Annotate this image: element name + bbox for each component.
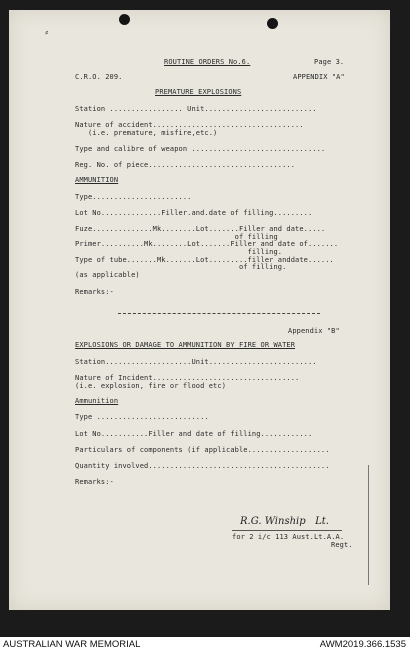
ammo-b-line-lot: Lot No...........Filler and date of filling............ [75,430,313,438]
form-line-weapon: Type and calibre of weapon ............................... [75,145,326,153]
ammo-line-tube: Type of tube.......Mk.......Lot.........filler anddate...... [75,256,334,264]
form-line-nature: Nature of accident................................... [75,121,304,129]
form-line-nature-note: (i.e. premature, misfire,etc.) [75,129,218,137]
section-b-heading: EXPLOSIONS OR DAMAGE TO AMMUNITION BY FIRE OR WATER [75,341,296,349]
ammo-b-line-remarks: Remarks:- [75,478,114,486]
section-a-ammo-heading: AMMUNITION [75,176,119,184]
ammo-b-line-type: Type .......................... [75,413,209,421]
ammo-line-remarks: Remarks:- [75,288,114,296]
ammo-line-lot: Lot No..............Filler.and.date of filling......... [75,209,313,217]
appendix-a-label: APPENDIX "A" [293,73,345,81]
pin-mark: ⸗ [44,28,50,38]
form-line-b-station: Station....................Unit......................... [75,358,317,366]
page-number: Page 3. [314,58,345,66]
form-line-station: Station ................. Unit.......................... [75,105,317,113]
margin-rule [368,465,369,585]
ammo-line-primer: Primer..........Mk........Lot.......Filler and date of....... [75,240,339,248]
signature-line-2: Regt. [331,541,353,549]
archive-footer [0,637,410,653]
ammo-line-tube-cont: of filling. [75,263,287,271]
ammo-line-applicable: (as applicable) [75,271,140,279]
appendix-b-label: Appendix "B" [288,327,340,335]
punch-hole-left [119,14,130,25]
ammo-b-line-components: Particulars of components (if applicable................... [75,446,330,454]
signature-line-1: for 2 i/c 113 Aust.Lt.A.A. [232,533,345,541]
handwritten-signature: R.G. Winship Lt. [240,516,329,527]
document-page [9,10,390,610]
form-line-b-nature-note: (i.e. explosion, fire or flood etc) [75,382,227,390]
reference-number: C.R.O. 209. [75,73,123,81]
form-line-b-nature: Nature of Incident.................................. [75,374,300,382]
ammo-line-primer-cont: filling. [75,248,283,256]
orders-title: ROUTINE ORDERS No.6. [164,58,251,66]
ammo-b-line-quantity: Quantity involved.......................................... [75,462,330,470]
ammo-line-type: Type....................... [75,193,192,201]
section-a-heading: PREMATURE EXPLOSIONS [155,88,242,96]
signature-rule [232,530,342,531]
section-b-ammo-heading: Ammunition [75,397,119,405]
footer-institution: AUSTRALIAN WAR MEMORIAL [3,639,141,650]
footer-accession-number: AWM2019.366.1535 [319,639,406,650]
form-line-reg-no: Reg. No. of piece.................................. [75,161,296,169]
punch-hole-right [267,18,278,29]
ammo-line-fuze: Fuze..............Mk........Lot.......Filler and date..... [75,225,326,233]
ammo-line-fuze-cont: of filling [75,233,278,241]
section-divider [118,313,320,314]
